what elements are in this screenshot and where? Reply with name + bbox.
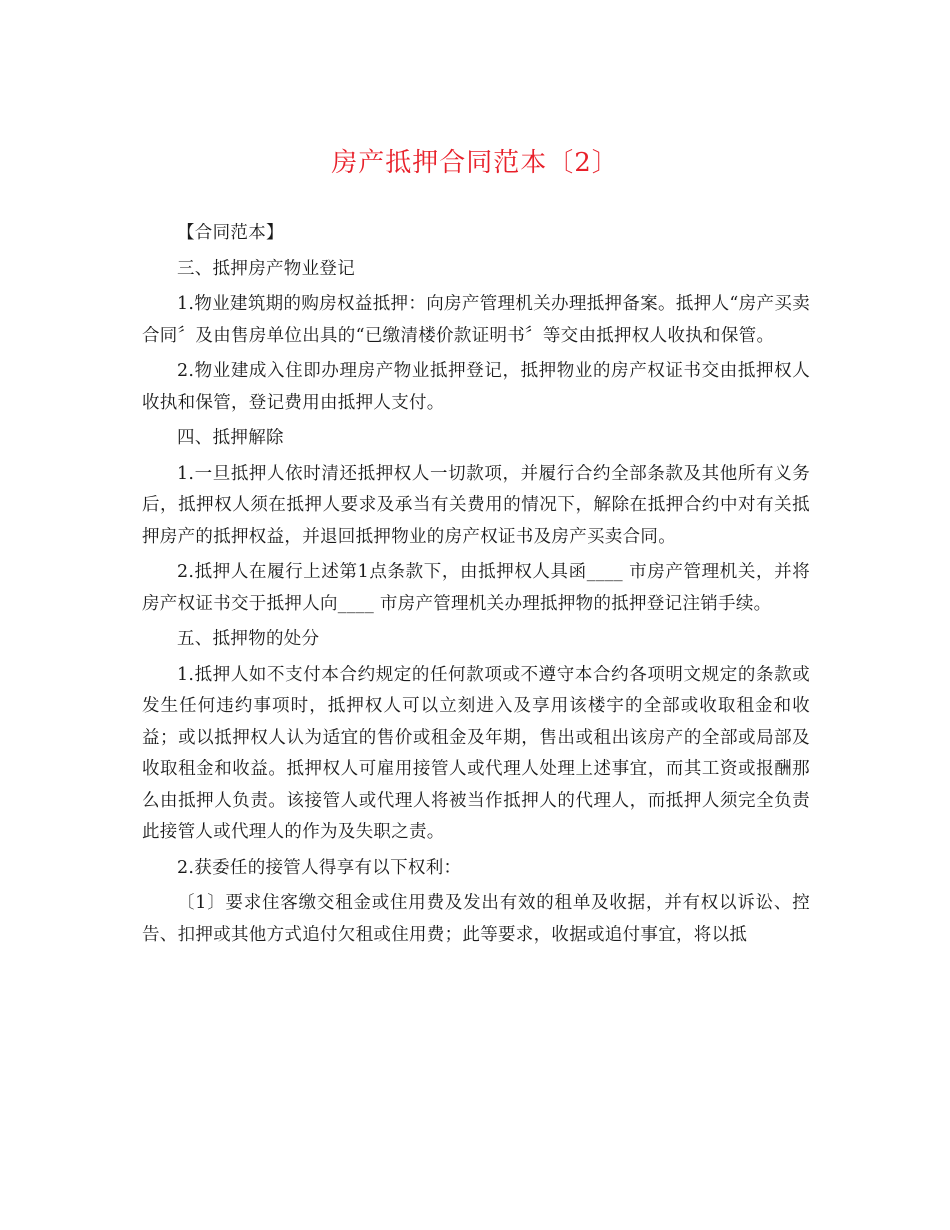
document-body — [142, 218, 810, 951]
paragraph-receiver-rights-1: 〔1〕要求住客缴交租金或住用费及发出有效的租单及收据，并有权以诉讼、控告、扣押或其他方式追付欠租或住用费；此等要求，收据或追付事宜，将以抵 — [142, 893, 810, 945]
paragraph-registration-1: 1.物业建筑期的购房权益抵押：向房产管理机关办理抵押备案。抵押人“房产买卖合同〞及由售房单位出具的“已缴清楼价款证明书〞等交由抵押权人收执和保管。 — [142, 294, 810, 346]
paragraph-release-2: 2.抵押人在履行上述第1点条款下，由抵押权人具函____ 市房产管理机关，并将房产权证书交于抵押人向____ 市房产管理机关办理抵押物的抵押登记注销手续。 — [142, 562, 810, 614]
section-heading-registration: 三、抵押房产物业登记 — [177, 258, 355, 279]
section-heading-release: 四、抵押解除 — [177, 428, 284, 448]
paragraph-disposal-2: 2.获委任的接管人得享有以下权利： — [177, 857, 462, 878]
section-label-contract-template: 【合同范本】 — [177, 223, 284, 243]
paragraph-registration-2: 2.物业建成入住即办理房产物业抵押登记，抵押物业的房产权证书交由抵押权人收执和保管，登记费用由抵押人支付。 — [142, 361, 810, 413]
document-title: 房产抵押合同范本〔2〕 — [331, 148, 619, 178]
section-heading-disposal: 五、抵押物的处分 — [177, 629, 320, 649]
paragraph-disposal-1: 1.抵押人如不支付本合约规定的任何款项或不遵守本合约各项明文规定的条款或发生任何违约事项时，抵押权人可以立刻进入及享用该楼宇的全部或收取租金和收益；或以抵押权人认为适宜的售价或租金及年期，售出或租出该房产的全部或局部及收取租金和收益。抵押权人可雇用接管人或代理人处理上述事宜，而其工资或报酬那么由抵押人负责。该接管人或代理人将被当作抵押人的代理人，而抵押人须完全负责此接管人或代理人的作为及失职之责。 — [142, 664, 810, 842]
paragraph-release-1: 1.一旦抵押人依时清还抵押权人一切款项，并履行合约全部条款及其他所有义务后，抵押权人须在抵押人要求及承当有关费用的情况下，解除在抵押合约中对有关抵押房产的抵押权益，并退回抵押物业的房产权证书及房产买卖合同。 — [142, 463, 810, 547]
